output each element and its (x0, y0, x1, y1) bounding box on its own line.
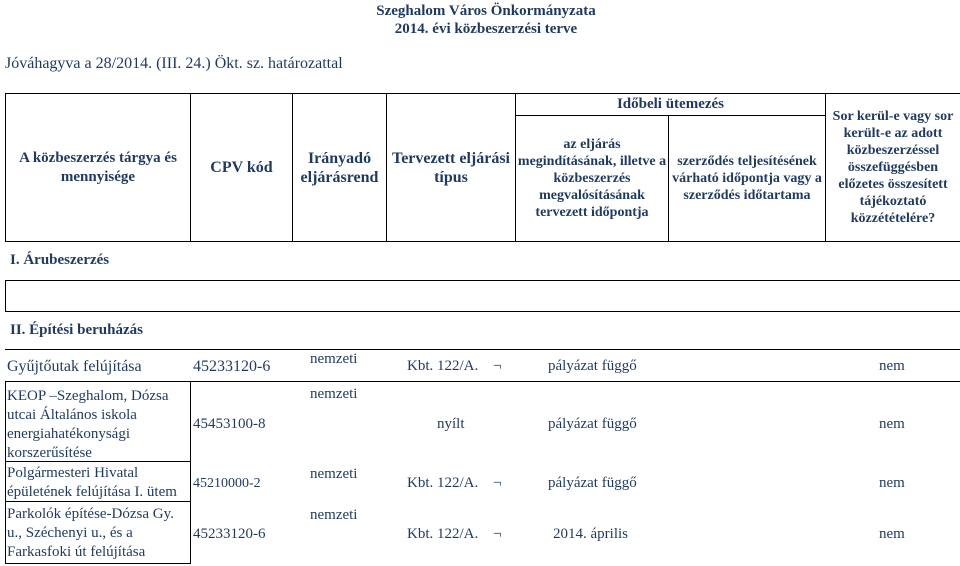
header-cpv: CPV kód (210, 159, 273, 176)
row4-subject: Parkolók építése-Dózsa Gy. u., Széchenyi u., és a Farkasfoki út felújítása (7, 506, 174, 560)
row2-subject: KEOP –Szeghalom, Dózsa utcai Általános iskola energiahatékonysági korszerűsítése (7, 388, 169, 461)
row4-start: 2014. április (553, 526, 628, 542)
row4-notice: nem (879, 526, 905, 542)
row4-type: Kbt. 122/A. (407, 526, 479, 542)
section-construction: II. Építési beruházás (10, 322, 143, 338)
row2-cpv: 45453100-8 (193, 416, 266, 432)
row1-tab-glyph: ¬ (493, 358, 502, 374)
row2-start: pályázat függő (548, 416, 637, 432)
row1-start: pályázat függő (548, 358, 637, 374)
row3-notice: nem (879, 475, 905, 491)
row3-cpv: 45210000-2 (193, 476, 261, 491)
row1-subject: Gyűjtőutak felújítása (7, 358, 142, 375)
row1-cpv: 45233120-6 (193, 358, 271, 375)
header-start-date: az eljárás megindításának, illetve a közbeszerzés megvalósításának tervezett időpontja (517, 137, 667, 220)
row3-rule: nemzeti (310, 466, 358, 482)
approval-text: Jóváhagyva a 28/2014. (III. 24.) Ökt. sz. határozattal (5, 55, 343, 72)
row2-rule: nemzeti (310, 386, 358, 402)
document-org: Szeghalom Város Önkormányzata (376, 3, 596, 19)
header-rule: Irányadó eljárásrend (300, 149, 379, 186)
row3-type: Kbt. 122/A. (407, 475, 479, 491)
row3-start: pályázat függő (548, 475, 637, 491)
row3-subject: Polgármesteri Hivatal épületének felújítása I. ütem (7, 465, 177, 500)
header-subject: A közbeszerzés tárgya és mennyisége (19, 149, 177, 185)
row1-notice: nem (879, 358, 905, 374)
header-notice: Sor kerül-e vagy sor került-e az adott közbeszerzéssel összefüggésben előzetes összesített tájékoztató közzétételére? (832, 109, 954, 226)
header-contract-date: szerződés teljesítésének várható időpontja vagy a szerződés időtartama (672, 154, 822, 203)
row4-rule: nemzeti (310, 507, 358, 523)
row2-type: nyílt (437, 416, 465, 432)
row4-tab-glyph: ¬ (493, 526, 502, 542)
header-timing: Időbeli ütemezés (616, 96, 725, 112)
row1-rule: nemzeti (310, 351, 358, 367)
document-plan-title: 2014. évi közbeszerzési terve (394, 21, 578, 37)
row4-cpv: 45233120-6 (193, 526, 266, 542)
header-type: Tervezett eljárási típus (391, 149, 510, 186)
row1-type: Kbt. 122/A. (407, 358, 479, 374)
section-goods: I. Árubeszerzés (10, 252, 110, 268)
row2-notice: nem (879, 416, 905, 432)
row3-tab-glyph: ¬ (493, 475, 502, 491)
